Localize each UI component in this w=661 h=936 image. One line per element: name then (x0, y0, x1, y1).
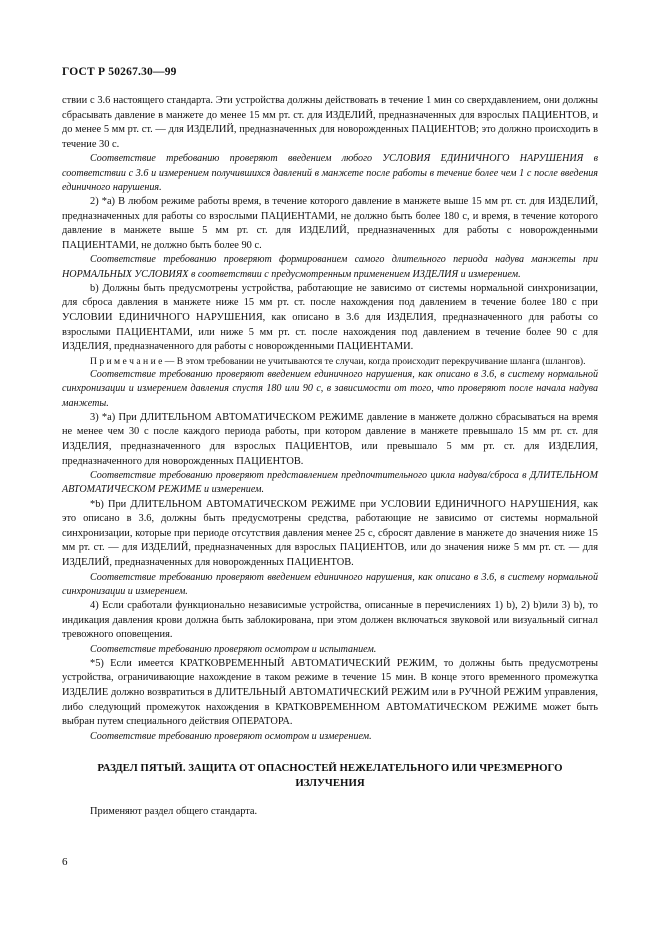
note-label: П р и м е ч а н и е — (90, 355, 175, 367)
document-body (62, 94, 598, 820)
compliance-paragraph: Соответствие требованию проверяют введением единичного нарушения, как описано в 3.6, в систему нормальной синхронизации и измерением. (62, 571, 598, 597)
paragraph: *b) При ДЛИТЕЛЬНОМ АВТОМАТИЧЕСКОМ РЕЖИМЕ при УСЛОВИИ ЕДИНИЧНОГО НАРУШЕНИЯ, как это описано в 3.6, должны быть предусмотрены средства, работающие не зависимо от системы нормальной синхронизации, которые при периоде отсутствия давления менее 25 с, сбросят давление в манжете до значения ниже 15 мм рт. ст. — для ИЗДЕЛИЙ, предназначенных для взрослых ПАЦИЕНТОВ, или до значения ниже 5 мм рт. ст. — для ИЗДЕЛИЙ, предназначенных для новорожденных ПАЦИЕНТОВ. (62, 498, 598, 568)
document-header: ГОСТ Р 50267.30—99 (62, 66, 177, 78)
section-title: РАЗДЕЛ ПЯТЫЙ. ЗАЩИТА ОТ ОПАСНОСТЕЙ НЕЖЕЛАТЕЛЬНОГО ИЛИ ЧРЕЗМЕРНОГО ИЗЛУЧЕНИЯ (97, 762, 563, 789)
compliance-paragraph: Соответствие требованию проверяют введением любого УСЛОВИЯ ЕДИНИЧНОГО НАРУШЕНИЯ в соответствии с 3.6 и измерением получившихся давлений в манжете после работы в течение более чем 1 с после введения единичного нарушения. (62, 153, 598, 193)
page-number: 6 (62, 856, 68, 868)
paragraph: ствии с 3.6 настоящего стандарта. Эти устройства должны действовать в течение 1 мин со сверхдавлением, они должны сбрасывать давление в манжете до менее 15 мм рт. ст. для ИЗДЕЛИЙ, предназначенных для взрослых ПАЦИЕНТОВ, и до менее 5 мм рт. ст. — для ИЗДЕЛИЙ, предназначенных для новорожденных ПАЦИЕНТОВ; это должно происходить в течение 30 с. (62, 95, 598, 150)
compliance-paragraph: Соответствие требованию проверяют осмотром и измерением. (90, 730, 372, 742)
paragraph: 3) *а) При ДЛИТЕЛЬНОМ АВТОМАТИЧЕСКОМ РЕЖИМЕ давление в манжете должно сбрасываться на время не менее чем 30 с после каждого периода работы, при котором давление в манжете превышало 15 мм рт. ст. для ИЗДЕЛИЯ, предназначенного для взрослых ПАЦИЕНТОВ, или превышало 5 мм рт. ст. для ИЗДЕЛИЯ, предназначенного для новорожденных ПАЦИЕНТОВ. (62, 411, 598, 467)
note-paragraph (62, 355, 598, 368)
compliance-paragraph: Соответствие требованию проверяют представлением предпочтительного цикла надува/сброса в ДЛИТЕЛЬНОМ АВТОМАТИЧЕСКОМ РЕЖИМЕ и измерением. (62, 470, 598, 496)
compliance-paragraph: Соответствие требованию проверяют формированием самого длительного периода надува манжеты при НОРМАЛЬНЫХ УСЛОВИЯХ в соответствии с предусмотренным применением ИЗДЕЛИЯ и измерением. (62, 254, 598, 280)
paragraph: 4) Если сработали функционально независимые устройства, описанные в перечислениях 1) b), 2) b)или 3) b), то индикация давления крови должна быть заблокирована, при этом должен включаться звуковой или визуальный сигнал тревожного оповещения. (62, 599, 598, 641)
final-paragraph: Применяют раздел общего стандарта. (90, 806, 258, 818)
paragraph: b) Должны быть предусмотрены устройства, работающие не зависимо от системы нормальной синхронизации, для сброса давления в манжете ниже 15 мм рт. ст. после нахождения под давлением в течение более 180 с при УСЛОВИИ ЕДИНИЧНОГО НАРУШЕНИЯ, как описано в 3.6 для ИЗДЕЛИЯ, предназначенного для работы со взрослыми ПАЦИЕНТАМИ, или ниже 5 мм рт. ст. после нахождения под давлением в течение более 90 с для ИЗДЕЛИЯ, предназначенного для работы с новорожденными ПАЦИЕНТАМИ. (62, 282, 598, 353)
paragraph: *5) Если имеется КРАТКОВРЕМЕННЫЙ АВТОМАТИЧЕСКИЙ РЕЖИМ, то должны быть предусмотрены устройства, ограничивающие нахождение в таком режиме в течение 15 мин. В конце этого временного промежутка ИЗДЕЛИЕ должно возвратиться в ДЛИТЕЛЬНЫЙ АВТОМАТИЧЕСКИЙ РЕЖИМ или в РУЧНОЙ РЕЖИМ управления, либо следующий промежуток нахождения в КРАТКОВРЕМЕННОМ АВТОМАТИЧЕСКОМ РЕЖИМЕ может быть выбран путем специального действия ОПЕРАТОРА. (62, 657, 598, 728)
paragraph: 2) *а) В любом режиме работы время, в течение которого давление в манжете выше 15 мм рт. ст. для ИЗДЕЛИЙ, предназначенных для работы со взрослыми ПАЦИЕНТАМИ, не должно быть более 180 с, и время, в течение которого давление в манжете выше 5 мм рт. ст. для ИЗДЕЛИЙ, предназначенных для работы с новорожденными ПАЦИЕНТАМИ, не должно быть более 90 с. (62, 195, 598, 251)
note-text: В этом требовании не учитываются те случаи, когда происходит перекручивание шланга (шлангов). (176, 355, 586, 367)
compliance-paragraph: Соответствие требованию проверяют осмотром и испытанием. (90, 643, 377, 655)
compliance-paragraph: Соответствие требованию проверяют введением единичного нарушения, как описано в 3.6, в систему нормальной синхронизации и измерением давления спустя 180 или 90 с, в зависимости от того, что проверяют после начала надува манжеты. (62, 369, 598, 409)
